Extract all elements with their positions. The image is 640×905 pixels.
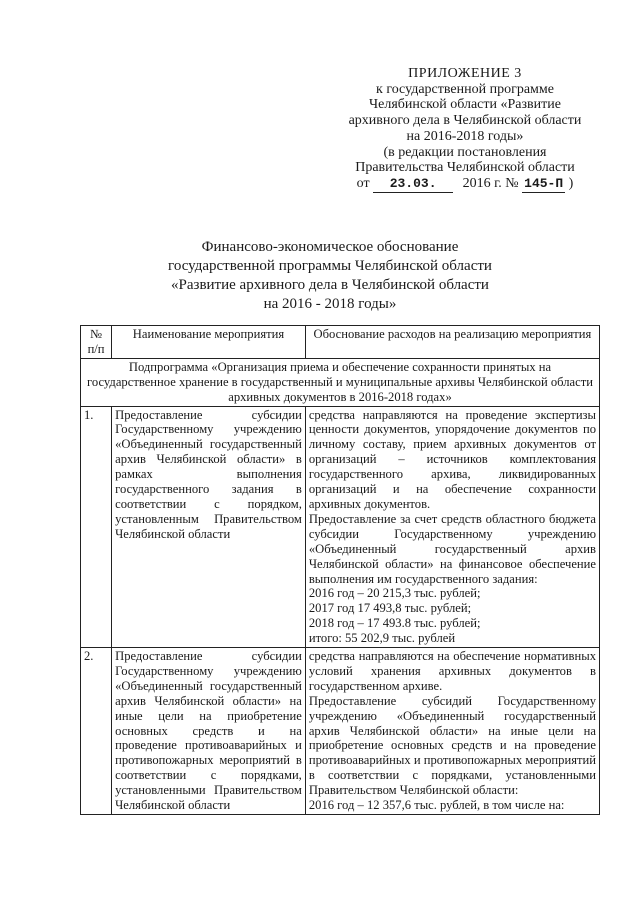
appendix-line: к государственной программе bbox=[376, 81, 554, 97]
row-justification bbox=[305, 648, 599, 815]
amount-line: 2016 год – 20 215,3 тыс. рублей; bbox=[308, 586, 481, 601]
amount-line: итого: 55 202,9 тыс. рублей bbox=[308, 631, 456, 646]
appendix-block bbox=[330, 66, 600, 193]
resolution-date-line bbox=[330, 176, 600, 193]
date-prefix: от bbox=[356, 175, 370, 191]
justification-text: средства направляются на обеспечение нормативных условий хранения архивных документов в государственном архиве. bbox=[308, 649, 596, 693]
title-line: Финансово-экономическое обоснование bbox=[201, 239, 459, 255]
table-header-row bbox=[81, 326, 600, 359]
title-line: «Развитие архивного дела в Челябинской области bbox=[171, 277, 489, 293]
appendix-line: Челябинской области «Развитие bbox=[369, 97, 561, 113]
resolution-number-stamp: 145-П bbox=[524, 175, 564, 191]
header-justification: Обоснование расходов на реализацию мероприятия bbox=[305, 326, 599, 359]
document-title bbox=[80, 238, 580, 314]
row-name: Предоставление субсидии Государственному учреждению «Объединенный государственный архив Челябинской области» на иные цели на приобретение основных средств и на проведение противоаварийных и противопожарных мероприятий в соответствии с порядками, установленными Правительством Челябинской области bbox=[112, 648, 306, 815]
row-justification bbox=[305, 406, 599, 648]
amount-line: 2018 год – 17 493.8 тыс. рублей; bbox=[308, 616, 481, 631]
appendix-title: ПРИЛОЖЕНИЕ 3 bbox=[408, 66, 522, 81]
title-line: на 2016 - 2018 годы» bbox=[263, 296, 397, 312]
row-name: Предоставление субсидии Государственному учреждению «Объединенный государственный архив Челябинской области» в рамках выполнения государственного задания в соответствии с порядком, установленным Правительством Челябинской области bbox=[112, 406, 306, 648]
header-name: Наименование мероприятия bbox=[112, 326, 306, 359]
row-number: 2. bbox=[81, 648, 112, 815]
header-num: № п/п bbox=[81, 326, 112, 359]
date-year: 2016 г. № bbox=[462, 175, 519, 191]
amount-line: 2017 год 17 493,8 тыс. рублей; bbox=[308, 601, 472, 616]
resolution-date-stamp: 23.03. bbox=[373, 176, 453, 193]
appendix-line: (в редакции постановления bbox=[383, 144, 547, 160]
appendix-line: на 2016-2018 годы» bbox=[406, 128, 524, 144]
table-row bbox=[81, 406, 600, 648]
appendix-line: Правительства Челябинской области bbox=[355, 160, 575, 176]
title-line: государственной программы Челябинской области bbox=[168, 258, 492, 274]
justification-text: средства направляются на проведение экспертизы ценности документов, упорядочение документов по личному составу, прием архивных документов от организаций – источников комплектования государственного архива, ликвидированных организаций и на обеспечение сохранности архивных документов. bbox=[308, 407, 596, 511]
justification-text: Предоставление субсидий Государственному учреждению «Объединенный государственный архив Челябинской области» на иные цели на приобретение основных средств и на проведение противоаварийных и противопожарных мероприятий в соответствии с порядками, установленными Правительством Челябинской области: bbox=[308, 693, 596, 798]
row-number: 1. bbox=[81, 406, 112, 648]
table-row bbox=[81, 648, 600, 815]
justification-table bbox=[80, 325, 600, 815]
subprogram-title: Подпрограмма «Организация приема и обеспечение сохранности принятых на государственное хранение в государственный и муниципальные архивы Челябинской области архивных документов в 2016-2018 годах» bbox=[81, 358, 600, 406]
appendix-line: архивного дела в Челябинской области bbox=[348, 113, 582, 129]
amount-line: 2016 год – 12 357,6 тыс. рублей, в том числе на: bbox=[308, 798, 565, 813]
close-paren: ) bbox=[568, 175, 574, 191]
justification-text: Предоставление за счет средств областного бюджета субсидии Государственному учреждению «Объединенный государственный архив Челябинской области» на финансовое обеспечение выполнения им государственного задания: bbox=[308, 511, 596, 586]
subprogram-row bbox=[81, 358, 600, 406]
